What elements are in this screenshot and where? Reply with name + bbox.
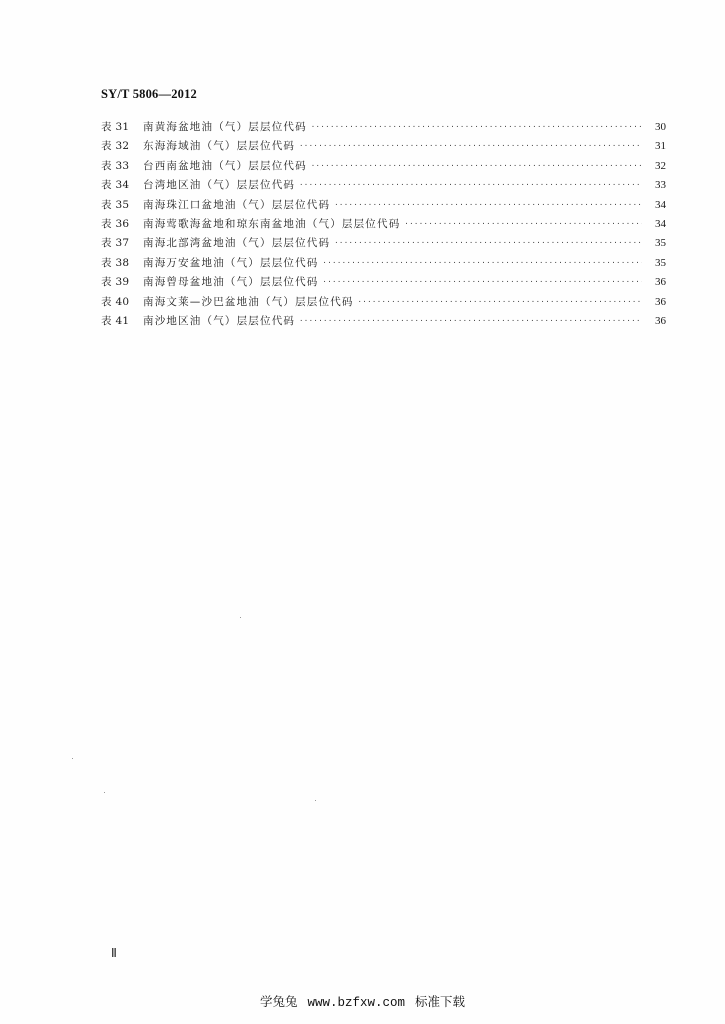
toc-dot-leader [299,137,642,156]
toc-entry-title: 南沙地区油（气）层层位代码 [143,314,296,327]
toc-dot-leader [334,234,642,253]
toc-dot-leader [311,157,642,176]
toc-entry-page: 31 [655,140,666,153]
toc-entry-number: 表 37 [101,237,130,250]
toc-entry-page: 36 [655,276,666,289]
toc-entry-number: 表 38 [101,256,130,269]
toc-entry-page: 36 [655,314,666,327]
scan-speck [240,617,241,618]
toc-entry-title: 南海北部湾盆地油（气）层层位代码 [143,237,331,250]
toc-entry-title: 南海莺歌海盆地和琼东南盆地油（气）层层位代码 [143,217,401,230]
toc-entry-number: 表 40 [101,295,130,308]
toc-entry-page: 30 [655,121,666,133]
page-number: Ⅱ [111,946,118,960]
toc-dot-leader [311,118,642,137]
toc-entry-title: 南海文莱—沙巴盆地油（气）层层位代码 [143,295,354,308]
toc-entry-number: 表 31 [101,121,130,133]
watermark-site-name: 学兔兔 [259,994,298,1009]
toc-entry-page: 34 [655,198,666,211]
toc-entry[interactable] [101,157,666,176]
toc-dot-leader [299,312,642,331]
scan-speck [104,792,105,793]
toc-dot-leader [323,254,643,273]
toc-entry[interactable] [101,196,666,215]
toc-entry-number: 表 33 [101,159,130,172]
toc-dot-leader [404,215,642,234]
toc-entry-number: 表 41 [101,314,130,327]
toc-entry-number: 表 36 [101,217,130,230]
toc-entry-page: 33 [655,179,666,192]
toc-entry-number: 表 39 [101,276,130,289]
watermark-footer [0,992,725,1010]
table-of-contents [101,118,666,331]
toc-entry[interactable] [101,254,666,273]
toc-entry[interactable] [101,118,666,137]
toc-entry[interactable] [101,273,666,292]
toc-entry-title: 台西南盆地油（气）层层位代码 [143,159,307,172]
toc-entry-title: 东海海域油（气）层层位代码 [143,140,296,153]
toc-entry[interactable] [101,312,666,331]
toc-entry-number: 表 34 [101,179,130,192]
standard-code-header: SY/T 5806—2012 [101,87,197,101]
watermark-tagline: 标准下载 [415,994,466,1009]
toc-entry[interactable] [101,215,666,234]
toc-entry-page: 35 [655,256,666,269]
toc-entry-number: 表 32 [101,140,130,153]
toc-entry-title: 南黄海盆地油（气）层层位代码 [143,121,307,133]
scan-speck [72,758,73,759]
toc-entry[interactable] [101,293,666,312]
toc-dot-leader [323,273,643,292]
toc-dot-leader [334,196,642,215]
toc-entry-title: 南海曾母盆地油（气）层层位代码 [143,276,319,289]
toc-entry[interactable] [101,176,666,195]
toc-dot-leader [299,176,642,195]
toc-entry-page: 32 [655,159,666,172]
toc-dot-leader [358,293,642,312]
scan-speck [315,800,316,801]
watermark-url-link[interactable]: www.bzfxw.com [307,996,406,1010]
toc-entry[interactable] [101,234,666,253]
toc-entry-title: 台湾地区油（气）层层位代码 [143,179,296,192]
toc-entry-number: 表 35 [101,198,130,211]
toc-entry[interactable] [101,137,666,156]
toc-entry-page: 34 [655,217,666,230]
toc-entry-page: 36 [655,295,666,308]
toc-entry-title: 南海万安盆地油（气）层层位代码 [143,256,319,269]
toc-entry-page: 35 [655,237,666,250]
toc-entry-title: 南海珠江口盆地油（气）层层位代码 [143,198,331,211]
